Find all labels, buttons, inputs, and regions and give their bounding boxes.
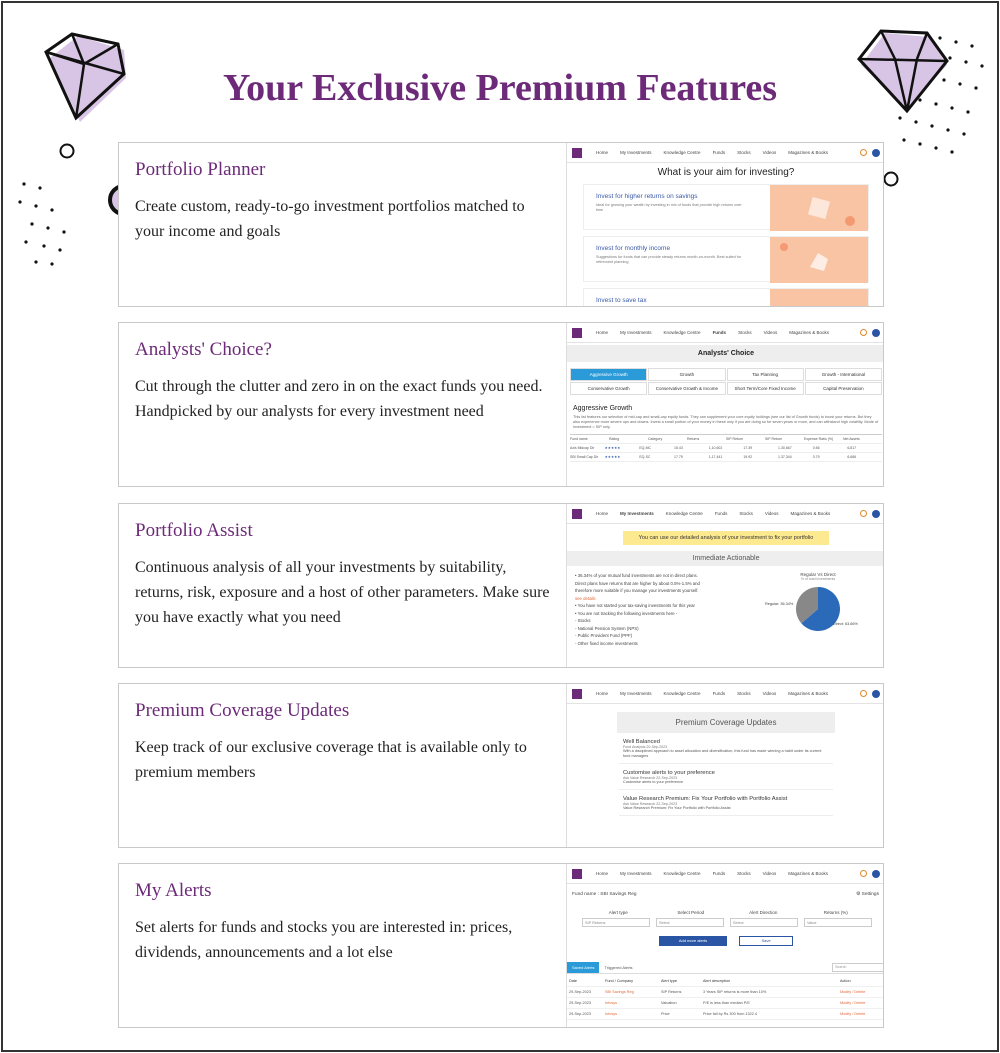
mini-tabs: Aggressive Growth Growth Tax Planning Growth - International Conservative Growth Conservative Growth & Income Short Term/Core Fixed Income Capital Preservation xyxy=(570,368,882,395)
user-icon xyxy=(872,510,880,518)
feature-title: Premium Coverage Updates xyxy=(135,700,350,721)
feature-screenshot xyxy=(566,864,884,1028)
user-icon xyxy=(872,329,880,337)
logo-icon xyxy=(572,509,582,519)
mini-table: Fund name Rating Category Returns SIP Return SIP Return Expense Ratio (%) Net Assets Axis Midcap Dir ★★★★★ EQ-MC 15.43 1,10,602 17.39 1.30,667 0.56 6,817 SBI Small Cap Dir ★★★★★ EQ-SC 17.75 1,17,441 19.92 1.37,344 0.79 6,666 xyxy=(570,434,882,462)
coverage-item: Customise alerts to your preference Ask Value Research 22-Sep-2023 Customise alerts to your preference xyxy=(619,764,833,790)
logo-icon xyxy=(572,869,582,879)
mini-section-title: Aggressive Growth xyxy=(573,405,633,412)
feature-card-my-alerts[interactable] xyxy=(118,863,884,1028)
feature-description: Create custom, ready-to-go investment portfolios matched to your income and goals xyxy=(135,198,525,240)
aim-option: Invest for monthly income Suggestions for funds that can provide steady returns month-on-month. Best suited for retirement planning xyxy=(583,236,869,282)
search-icon xyxy=(860,510,867,517)
user-icon xyxy=(872,870,880,878)
mini-alert-table: Date Fund / Company Alert type Alert description Action 29-Sep-2023 SBI Savings Reg SIP Returns 3 Years SIP returns is more than 10% Modify / Delete 29-Sep-2023 Infosys Valuation P/E is less than median P/E Modify / Delete 29-Sep-2023 Infosys Price Price fall by Rs 300 from 1322.4 Modify / Delete xyxy=(567,976,884,1020)
coverage-item: Value Research Premium: Fix Your Portfolio with Portfolio Assist Ask Value Research 22-Sep-2023 Value Research Premium: Fix Your Portfolio with Portfolio Assist xyxy=(619,790,833,816)
user-icon xyxy=(872,149,880,157)
feature-description: Cut through the clutter and zero in on the exact funds you need. Handpicked by our analysts for every investment need xyxy=(135,378,543,420)
coverage-item: Well Balanced Fund Analysis 20-Sep-2023 With a disciplined approach to asset allocation and diversification, this fund has made winning a habit under its current fund managers xyxy=(619,733,833,764)
search-icon xyxy=(860,329,867,336)
search-icon xyxy=(860,149,867,156)
feature-description: Keep track of our exclusive coverage that is available only to premium members xyxy=(135,739,527,781)
feature-description: Set alerts for funds and stocks you are interested in: prices, dividends, announcements and a lot else xyxy=(135,919,513,961)
mini-pie-chart: Regular Vs Direct % of total investments Regular: 36.34% Direct: 63.66% xyxy=(763,572,873,652)
dots-left-icon xyxy=(14,178,74,270)
mini-nav: Home My Investments Knowledge Centre Funds Stocks Videos Magazines & Books xyxy=(567,143,884,163)
logo-icon xyxy=(572,148,582,158)
feature-title: Portfolio Planner xyxy=(135,159,266,180)
mini-banner: You can use our detailed analysis of your investment to fix your portfolio xyxy=(623,531,829,545)
feature-card-analysts-choice[interactable] xyxy=(118,322,884,487)
mini-nav: Home My Investments Knowledge Centre Funds Stocks Videos Magazines & Books xyxy=(567,504,884,524)
mini-alert-buttons: Add more alerts Save xyxy=(659,936,793,946)
search-icon xyxy=(860,870,867,877)
feature-description: Continuous analysis of all your investments by suitability, returns, risk, exposure and a host of other parameters. Make sure you have exactly what you need xyxy=(135,559,550,626)
circle-right-icon xyxy=(882,170,900,188)
feature-title: My Alerts xyxy=(135,880,212,901)
mini-bullets: • 36.34% of your mutual fund investments are not in direct plans. Direct plans have returns that are higher by about 0.5%-1.5% and therefore more suitable if you manage your investments yourself. see details • You have not started your tax-saving investments for this year • You are not tracking the following investments here - - Stocks - National Pension System (NPS) - Public Provident Fund (PPF) - Other fixed income investments xyxy=(575,573,700,646)
feature-screenshot xyxy=(566,143,884,307)
illustration-icon xyxy=(770,185,868,231)
feature-screenshot xyxy=(566,684,884,848)
mini-subheading: Immediate Actionable xyxy=(567,551,884,566)
legend-regular: Regular: 36.34% xyxy=(765,602,794,606)
mini-alert-form: Alert type Select Period Alert Direction Returns (%) SIP Returns Select Select Value xyxy=(582,910,872,927)
mini-heading: Analysts' Choice xyxy=(567,345,884,362)
mini-settings: ⚙ Settings xyxy=(856,892,879,897)
feature-card-premium-coverage[interactable] xyxy=(118,683,884,848)
mini-fund-name: Fund name : SBI Savings Reg xyxy=(572,892,637,897)
feature-title: Analysts' Choice? xyxy=(135,339,272,360)
mini-nav: Home My Investments Knowledge Centre Funds Stocks Videos Magazines & Books xyxy=(567,684,884,704)
aim-option: Invest for higher returns on savings Ideal for growing your wealth by investing in mix of funds that provide high returns over time xyxy=(583,184,869,230)
aim-option: Invest to save tax xyxy=(583,288,869,307)
user-icon xyxy=(872,690,880,698)
feature-title: Portfolio Assist xyxy=(135,520,253,541)
mini-nav: Home My Investments Knowledge Centre Funds Stocks Videos Magazines & Books xyxy=(567,323,884,343)
feature-screenshot xyxy=(566,323,884,487)
legend-direct: Direct: 63.66% xyxy=(833,622,858,626)
feature-card-portfolio-assist[interactable] xyxy=(118,503,884,668)
page-title: Your Exclusive Premium Features xyxy=(222,67,778,109)
feature-card-portfolio-planner[interactable] xyxy=(118,142,884,307)
mini-section-desc: This list features our selection of mid-cap and small-cap equity funds. They can supplement your core equity holdings (see our list of Growth funds) to boost your returns. But they also experience more severe ups and downs. Invest a small portion of your money in these only if you are doing so for seven years or more, and can withstand high volatility. Mode of investment = SIP only. xyxy=(573,415,879,429)
logo-icon xyxy=(572,328,582,338)
mini-heading: Premium Coverage Updates xyxy=(617,712,835,733)
search-icon xyxy=(860,690,867,697)
mini-nav: Home My Investments Knowledge Centre Funds Stocks Videos Magazines & Books xyxy=(567,864,884,884)
feature-screenshot xyxy=(566,504,884,668)
illustration-icon xyxy=(770,237,868,283)
mini-alert-tabs: Saved Alerts Triggered Alerts Search xyxy=(567,962,884,974)
logo-icon xyxy=(572,689,582,699)
circle-left-icon xyxy=(58,142,76,160)
mini-heading: What is your aim for investing? xyxy=(657,167,795,178)
